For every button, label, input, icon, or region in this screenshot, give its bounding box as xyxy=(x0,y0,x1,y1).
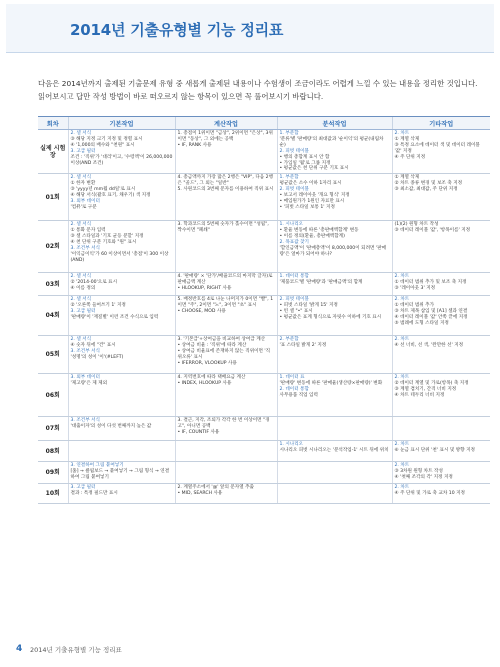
round-label: 02회 xyxy=(38,221,68,273)
item-heading: 2. 피벗 테이블 xyxy=(279,187,309,193)
header-analysis: 분석작업 xyxy=(277,117,392,130)
item-text: • CHOOSE, MOD 사용 xyxy=(177,309,226,315)
item-text: 4. 지역번호에 따라 택배요금 계산 xyxy=(177,375,246,381)
page-footer xyxy=(0,640,500,667)
cell-other xyxy=(392,273,490,296)
item-text: 시나리오 피벗 시나리오는 '분석작업-1' 시트 뒤에 위치 xyxy=(279,448,389,454)
item-heading: 3. 조건부 서식 xyxy=(70,349,100,355)
cell-analysis xyxy=(277,130,392,174)
item-text: ② '오른쪽 들여쓰기 1' 지정 xyxy=(70,303,126,309)
round-label: 03회 xyxy=(38,273,68,296)
item-text: (1)(2) 원형 차트 작성 xyxy=(394,222,439,228)
cell-basic xyxy=(68,130,175,174)
round-label: 07회 xyxy=(38,417,68,441)
page-number: 4 xyxy=(16,644,23,654)
item-heading: 2. 셀 서식 xyxy=(70,297,92,303)
intro-paragraph: 다음은 2014년까지 출제된 기출문제 유형 중 새롭게 출제된 내용이나 수험생이 조금이라도 어렵게 느낄 수 있는 내용을 정리한 것입니다. 읽어보시고 답만 작성 방법이 바로 떠오르지 않는 항목이 있으면 꼭 풀어보시기 바랍니다. xyxy=(38,79,478,101)
table-row xyxy=(38,417,490,441)
item-text: ① 데이터 범위 추가 및 보조 축 지정 xyxy=(394,280,467,286)
cell-other xyxy=(392,336,490,374)
item-text: • 이름 정의(환율, 총판매액합계) xyxy=(279,234,345,240)
item-text: ② 차트 종류 변경 및 보조 축 지정 xyxy=(394,181,463,187)
item-text: ④ 차트 테두리 너비 지정 xyxy=(394,393,445,399)
item-text: ④ 데이터 레이블 '값' 안쪽 끝에 지정 xyxy=(394,315,468,321)
cell-basic xyxy=(68,374,175,417)
cell-analysis xyxy=(277,417,392,441)
item-heading: 2. 차트 xyxy=(394,337,410,343)
item-text: ③ 데이터 레이블 '값', '항목이름' 지정 xyxy=(394,228,471,234)
item-text: 3. 학과코드의 5번째 숫자가 홀수이면 "성립", 짝수이면 "폐쇄" xyxy=(177,222,269,234)
item-text: • IF, RANK 사용 xyxy=(177,142,212,148)
round-label: 실제 시험장 xyxy=(38,130,68,174)
round-label: 10회 xyxy=(38,484,68,504)
item-text: '분류'별 '판매량'의 최대값과 '순이익'의 평균(내림차순) xyxy=(279,136,384,148)
item-text: ④ 주 단위 및 가로 축 교차 10 지정 xyxy=(394,491,465,497)
item-heading: 2. 셀 서식 xyxy=(70,222,92,228)
item-heading: 1. 부분합 xyxy=(279,175,299,181)
item-heading: 1. 데이터 표 xyxy=(279,375,305,381)
item-heading: 3. 고급 필터 xyxy=(70,485,96,491)
item-heading: 1. 부분합 xyxy=(279,131,299,136)
item-text: 5. 사원코드의 3번째 문자를 이용하여 직위 표시 xyxy=(177,187,274,193)
item-text: [홈] → 클립보드 → 붙여넣기 → 그림 형식 → 연결하여 그림 붙여넣기 xyxy=(70,469,170,481)
header-other: 기타작업 xyxy=(392,117,490,130)
item-text: 3. 결근, 지각, 조퇴가 각각 한 번 이상이면 "경고", 아니면 공백 xyxy=(177,418,270,430)
cell-analysis xyxy=(277,221,392,273)
item-text: • IFERROR, VLOOKUP 사용 xyxy=(177,360,237,366)
cell-other xyxy=(392,374,490,417)
item-text: ③ 셀 스타일과 '기호 균등 분할' 지정 xyxy=(70,234,144,240)
item-heading: 1. 시나리오 xyxy=(279,442,304,448)
table-header-row xyxy=(38,117,490,130)
item-text: • 평균값은 천 단위 구분 기호 표시 xyxy=(279,166,349,172)
table-row xyxy=(38,174,490,221)
item-text: '제품코드'별 '판매량'과 '판매금액'의 합계 xyxy=(279,280,363,286)
item-heading: 2. 차트 xyxy=(394,442,410,448)
item-text: • 상여금 비율표에 존재하지 않는 직위이면 '직위오류' 표시 xyxy=(177,349,271,361)
item-text: '이익금이익'가 60 이상이면서 '총점'이 300 이상(AND) xyxy=(70,251,169,263)
cell-calc xyxy=(175,130,277,174)
round-label: 01회 xyxy=(38,174,68,221)
item-heading: 2. 데이터 통합 xyxy=(279,387,309,393)
cell-basic xyxy=(68,273,175,296)
item-text: 3. '기본급'+상여금을 비교하여 상여급 계산 xyxy=(177,337,266,343)
item-text: ③ 해당 지정 크기 지정 및 정렬 표시 xyxy=(70,136,143,142)
item-text: • HLOOKUP, RIGHT 사용 xyxy=(177,286,232,292)
item-heading: 3. 고급 필터 xyxy=(70,148,96,154)
item-text: ④ 선 너비, 선 색, '완만한 선' 지정 xyxy=(394,343,464,349)
cell-other xyxy=(392,130,490,174)
item-heading: 1. 데이터 통합 xyxy=(279,274,309,280)
item-text: ③ '레이아웃 3' 지정 xyxy=(394,286,436,292)
cell-analysis xyxy=(277,296,392,336)
table-row xyxy=(38,336,490,374)
cell-other xyxy=(392,174,490,221)
item-text: ③ 최소값, 최대값, 주 단위 지정 xyxy=(394,187,458,193)
item-text: • 가입일 '월'로 그룹 지정 xyxy=(279,160,331,166)
item-text: ④ 해당 서식(괄호 표기, 채우기) 색 지정 xyxy=(70,193,151,199)
item-text: ④ 주 단위 지정 xyxy=(394,154,426,160)
item-text: ④ 숫자 뒤에 "건" 표시 xyxy=(70,343,116,349)
table-row xyxy=(38,374,490,417)
table-row xyxy=(38,130,490,174)
cell-analysis xyxy=(277,336,392,374)
item-text: '제고량'은 제 제외 xyxy=(70,381,108,387)
item-heading: 2. 차트 xyxy=(394,463,410,469)
item-text: ① 한자 변환 xyxy=(70,181,96,187)
round-label: 08회 xyxy=(38,441,68,462)
table-row xyxy=(38,484,490,504)
cell-analysis xyxy=(277,484,392,504)
item-text: ④ 이름 정의 xyxy=(70,286,96,292)
cell-other xyxy=(392,484,490,504)
footer-title: 2014년 기출유형별 기능 정리표 xyxy=(30,646,122,654)
item-text: 5. 배정반호를 4로 나눈 나머지가 0이면 "빨", 1이면 "주", 2이면 "노", 3이면 "초" 표시 xyxy=(177,297,274,309)
item-text: • 빈 셀 "•" 표시 xyxy=(279,309,313,315)
item-text: ④ '첫째 조각의 각' 지정 지정 xyxy=(394,475,453,481)
cell-calc xyxy=(175,221,277,273)
item-text: ① 계열 삭제 xyxy=(394,175,420,181)
header-basic: 기본작업 xyxy=(68,117,175,130)
item-heading: 2. 셀 서식 xyxy=(70,175,92,181)
item-text: ③ 특정 요소에 데이터 색 및 데이터 레이블 '값' 지정 xyxy=(394,142,480,154)
cell-basic xyxy=(68,462,175,484)
item-text: 4. '판매량' × '단가'/배율코드의 마지막 글자)로 판매금액 계산 xyxy=(177,274,273,286)
cell-basic xyxy=(68,296,175,336)
item-text: ② 데이터 계열 및 가로(항목) 축 지정 xyxy=(394,381,469,387)
cell-calc xyxy=(175,484,277,504)
item-text: • 환율 변동에 따른 '총판매액합계' 변동 xyxy=(279,228,359,234)
cell-other xyxy=(392,221,490,273)
round-label: 06회 xyxy=(38,374,68,417)
item-heading: 3. 외부 데이터 xyxy=(70,375,100,381)
cell-calc xyxy=(175,273,277,296)
item-text: '판매량' 변동에 따른 '판매율(생산량×판매량)' 변화 xyxy=(279,381,383,387)
round-label: 04회 xyxy=(38,296,68,336)
item-text: • INDEX, HLOOKUP 사용 xyxy=(177,381,232,387)
cell-analysis xyxy=(277,441,392,462)
cell-other xyxy=(392,296,490,336)
round-label: 09회 xyxy=(38,462,68,484)
table-row xyxy=(38,273,490,296)
item-text: '컴퓨'로 구분 xyxy=(70,204,97,210)
item-text: 조건 : '직위'가 '대리'이고, '수령액'이 26,000,000 이상(AND 조건) xyxy=(70,154,173,166)
item-heading: 2. 차트 xyxy=(394,131,410,136)
item-text: '표 스타일 밝게 2' 지정 xyxy=(279,343,327,349)
item-text: ④ 천 단위 구분 기호와 "원" 표시 xyxy=(70,240,137,246)
cell-basic xyxy=(68,484,175,504)
cell-calc xyxy=(175,417,277,441)
cell-other xyxy=(392,417,490,441)
table-row xyxy=(38,221,490,273)
function-summary-table xyxy=(38,116,490,504)
cell-analysis xyxy=(277,174,392,221)
item-text: ⑥ 눈금 표시 단위 '천' 표시 및 방향 지정 xyxy=(394,448,475,454)
item-heading: 2. 셀 서식 xyxy=(70,337,92,343)
item-text: • 보고서 레이아웃 '개요 형식' 지정 xyxy=(279,193,350,199)
cell-analysis xyxy=(277,273,392,296)
item-heading: 2. 목표값 찾기 xyxy=(279,240,309,246)
item-text: 평균값은 소수 이하 1자리 표시 xyxy=(279,181,342,187)
item-text: ③ 차트 제목 삽입 및 [A1] 셀과 연결 xyxy=(394,309,468,315)
item-text: ⑤ 범례에 도형 스타일 지정 xyxy=(394,320,449,326)
item-text: • 행의 총합계 표시 안 함 xyxy=(279,154,330,160)
item-heading: 2. 셀 서식 xyxy=(70,274,92,280)
cell-calc xyxy=(175,462,277,484)
page-title: 2014년 기출유형별 기능 정리표 xyxy=(70,21,284,39)
cell-calc xyxy=(175,336,277,374)
cell-basic xyxy=(68,221,175,273)
item-text: ③ 3차원 원형 차트 작성 xyxy=(394,469,443,475)
item-text: '성명'의 성이 '이'(#LEFT) xyxy=(70,355,124,361)
header-banner xyxy=(6,4,494,53)
cell-calc xyxy=(175,296,277,336)
item-text: ① 데이터 범위 추가 xyxy=(394,303,435,309)
item-text: ③ 계열 겹치기, 간격 너비 지정 xyxy=(394,387,457,393)
item-text: • 피벗 스타일 '밝게 15' 지정 xyxy=(279,303,338,309)
item-text: ② '2014-00'으로 표시 xyxy=(70,280,118,286)
item-heading: 3. 연결하여 그림 붙여넣기 xyxy=(70,463,124,469)
cell-basic xyxy=(68,441,175,462)
cell-basic xyxy=(68,417,175,441)
header-calc: 계산작업 xyxy=(175,117,277,130)
item-text: ① 통화 문자 입력 xyxy=(70,228,106,234)
cell-basic xyxy=(68,336,175,374)
item-heading: 2. 셀 서식 xyxy=(70,131,92,136)
table-row xyxy=(38,296,490,336)
header-round: 회차 xyxy=(38,117,68,130)
item-heading: 3. 조건부 서식 xyxy=(70,418,100,424)
cell-analysis xyxy=(277,374,392,417)
item-text: '판매량'이 '재질별' 이런 조건 수식으로 입력 xyxy=(70,315,159,321)
item-text: • 평균값은 표계 형식으로 자릿수 이하에 기호 표시 xyxy=(279,315,382,321)
item-text: • 상여금 비율 : '직위'에 따라 계산 xyxy=(177,343,247,349)
item-heading: 2. 차트 xyxy=(394,297,410,303)
item-text: ④ '1,000의 배수와 "천원" 표시 xyxy=(70,142,135,148)
cell-analysis xyxy=(277,462,392,484)
item-text: • '피벗 스타일 보통 1' 지정 xyxy=(279,204,335,210)
cell-calc xyxy=(175,174,277,221)
item-text: 결과 : 특정 필드만 표시 xyxy=(70,491,118,497)
cell-other xyxy=(392,462,490,484)
item-heading: 3. 고급 필터 xyxy=(70,309,96,315)
item-heading: 2. 피벗 테이블 xyxy=(279,148,309,154)
item-text: '할인금액'이 '판매총액'이 8,000,000이 되려면 '판매량'은 얼마가 되어야 하나? xyxy=(279,245,387,257)
item-text: 사무용품 직업 입력 xyxy=(279,393,318,399)
item-text: • 매입원가가 1원인 자료만 표시 xyxy=(279,198,345,204)
item-heading: 2. 차트 xyxy=(394,375,410,381)
table-row xyxy=(38,441,490,462)
table-row xyxy=(38,462,490,484)
cell-calc xyxy=(175,374,277,417)
item-text: ① 계열 삭제 xyxy=(394,136,420,142)
item-heading: 2. 차트 xyxy=(394,274,410,280)
round-label: 05회 xyxy=(38,336,68,374)
item-heading: 2. 부분합 xyxy=(279,337,299,343)
item-heading: 3. 외부 데이터 xyxy=(70,198,100,204)
item-text: • MID, SEARCH 사용 xyxy=(177,491,223,497)
item-heading: 3. 조건부 서식 xyxy=(70,245,100,251)
item-text: 4. 총금액까지 가장 많은 2행은 "VIP", 다음 2행은 "골드", 그 외는 "일반" xyxy=(177,175,274,187)
cell-basic xyxy=(68,174,175,221)
item-text: • IF, COUNTIF 사용 xyxy=(177,430,220,436)
item-text: ③ 'yyyy년 mm월 dd일'로 표시 xyxy=(70,187,136,193)
item-heading: 2. 피벗 테이블 xyxy=(279,297,309,303)
item-heading: 1. 시나리오 xyxy=(279,222,304,228)
item-text: 2. 계열주소에서 '@' 앞의 문자열 추출 xyxy=(177,485,254,491)
cell-other xyxy=(392,441,490,462)
item-text: '대출이자'의 성이 다섯 번째까지 높은 값 xyxy=(70,424,152,430)
item-heading: 2. 차트 xyxy=(394,485,410,491)
item-text: 1. 총점이 1위이면 "금상", 2위이면 "은상", 3위이면 "동상", 그 외에는 공백 xyxy=(177,131,273,142)
cell-calc xyxy=(175,441,277,462)
